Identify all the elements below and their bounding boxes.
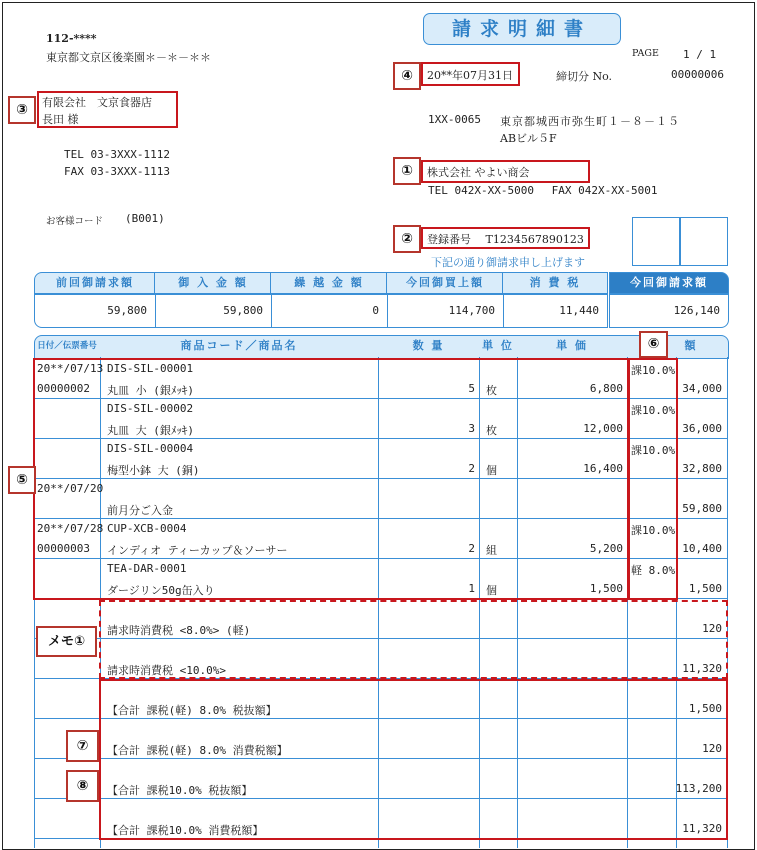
row-date: 20**/07/13 [37, 362, 104, 375]
row-item-name: 丸皿 大 (銀ﾒｯｷ) [107, 424, 194, 437]
summary-header-total: 今回御請求額 [609, 272, 729, 294]
stamp-box-2 [679, 217, 728, 266]
row-amount: 59,800 [682, 502, 722, 515]
recipient-tel: TEL 03-3XXX-1112 [64, 148, 170, 161]
marker-8: ⑧ [66, 770, 99, 802]
summary-value-tax: 11,440 [503, 294, 608, 328]
page-value: 1 / 1 [683, 48, 717, 61]
marker-7: ⑦ [66, 730, 99, 762]
row-unit-price: 12,000 [583, 422, 623, 435]
row-item-name: ダージリン50g缶入り [107, 584, 215, 597]
stamp-box-1 [632, 217, 681, 266]
summary-value-total: 126,140 [609, 294, 729, 328]
memo-label: 請求時消費税 <8.0%> (軽) [107, 624, 251, 637]
marker-4: ④ [393, 62, 421, 90]
invoice-date: 20**年07月31日 [427, 69, 513, 82]
detail-rows-highlight [33, 358, 630, 600]
row-unit-price: 6,800 [589, 382, 623, 395]
row-amount: 32,800 [682, 462, 722, 475]
row-quantity: 2 [468, 542, 475, 555]
row-quantity: 3 [468, 422, 475, 435]
summary-header-purchase: 今回御買上額 [386, 272, 504, 294]
document-title: 請求明細書 [423, 13, 621, 45]
summary-value-payment: 59,800 [155, 294, 272, 328]
summary-value-previous: 59,800 [34, 294, 156, 328]
memo-amount: 120 [702, 622, 722, 635]
row-unit: 組 [486, 544, 497, 557]
issuer-postal: 1XX-0065 [428, 113, 481, 126]
row-quantity: 2 [468, 462, 475, 475]
totals-highlight [99, 679, 728, 840]
marker-3: ③ [8, 96, 36, 124]
marker-2: ② [393, 225, 421, 253]
recipient-highlight [37, 91, 178, 128]
row-unit-price: 1,500 [589, 582, 623, 595]
row-amount: 34,000 [682, 382, 722, 395]
tax-column-highlight [627, 358, 678, 600]
row-slip-number: 00000002 [37, 382, 90, 395]
memo-highlight [99, 600, 728, 679]
total-amount: 113,200 [675, 782, 722, 795]
header-amount: 額 [684, 339, 698, 352]
closing-label: 締切分 No. [556, 70, 613, 83]
issuer-address-1: 東京都城西市弥生町１－８－１５ [500, 115, 680, 128]
row-unit: 個 [486, 584, 497, 597]
summary-header-tax: 消 費 税 [502, 272, 608, 294]
total-label: 【合計 課税(軽) 8.0% 消費税額】 [107, 744, 288, 757]
marker-6: ⑥ [639, 331, 668, 358]
row-item-name: インディオ ティーカップ＆ソーサー [107, 544, 288, 557]
recipient-fax: FAX 03-3XXX-1113 [64, 165, 170, 178]
row-tax-class: 課10.0% [631, 444, 676, 457]
row-item-code: TEA-DAR-0001 [107, 562, 187, 575]
total-label: 【合計 課税10.0% 消費税額】 [107, 824, 264, 837]
issuer-address-2: ABビル５F [500, 132, 557, 145]
marker-1: ① [393, 157, 421, 185]
total-label: 【合計 課税(軽) 8.0% 税抜額】 [107, 704, 277, 717]
row-unit: 枚 [486, 424, 497, 437]
marker-memo: メモ① [36, 626, 97, 657]
summary-value-carryover: 0 [271, 294, 388, 328]
recipient-postal: 112-**** [46, 32, 97, 45]
issuer-company: 株式会社 やよい商会 [427, 166, 530, 179]
issuer-tel-fax: TEL 042X-XX-5000 FAX 042X-XX-5001 [428, 184, 658, 197]
row-amount: 1,500 [688, 582, 722, 595]
row-unit: 個 [486, 464, 497, 477]
memo-amount: 11,320 [682, 662, 722, 675]
row-tax-class: 課10.0% [631, 524, 676, 537]
summary-value-purchase: 114,700 [387, 294, 504, 328]
row-unit-price: 5,200 [589, 542, 623, 555]
total-label: 【合計 課税10.0% 税抜額】 [107, 784, 253, 797]
row-slip-number: 00000003 [37, 542, 90, 555]
row-item-code: DIS-SIL-00004 [107, 442, 194, 455]
invoice-notice: 下記の通り御請求申し上げます [431, 257, 585, 269]
row-item-code: DIS-SIL-00001 [107, 362, 194, 375]
row-amount: 10,400 [682, 542, 722, 555]
row-quantity: 5 [468, 382, 475, 395]
registration-number: 登録番号 T1234567890123 [427, 233, 584, 246]
row-item-name: 梅型小鉢 大 (銅) [107, 464, 200, 477]
header-date-slip: 日付／伝票番号 [37, 341, 97, 351]
page-label: PAGE [632, 48, 659, 59]
row-tax-class: 課10.0% [631, 364, 676, 377]
total-amount: 1,500 [688, 702, 722, 715]
row-tax-class: 軽 8.0% [631, 564, 676, 577]
memo-label: 請求時消費税 <10.0%> [107, 664, 226, 677]
header-item: 商品コード／商品名 [180, 339, 298, 352]
summary-header-payment: 御 入 金 額 [154, 272, 272, 294]
row-item-name: 前月分ご入金 [107, 504, 173, 517]
recipient-address: 東京都文京区後楽園＊－＊－＊＊ [46, 51, 211, 64]
row-unit: 枚 [486, 384, 497, 397]
header-qty: 数 量 [412, 339, 445, 352]
row-item-name: 丸皿 小 (銀ﾒｯｷ) [107, 384, 194, 397]
total-amount: 11,320 [682, 822, 722, 835]
row-item-code: DIS-SIL-00002 [107, 402, 194, 415]
header-price: 単 価 [556, 339, 588, 352]
row-date: 20**/07/20 [37, 482, 104, 495]
row-quantity: 1 [468, 582, 475, 595]
total-amount: 120 [702, 742, 722, 755]
recipient-person: 長田 様 [42, 113, 79, 126]
marker-5: ⑤ [8, 466, 36, 494]
summary-header-carryover: 繰 越 金 額 [270, 272, 388, 294]
row-item-code: CUP-XCB-0004 [107, 522, 187, 535]
recipient-company: 有限会社 文京食器店 [42, 96, 152, 109]
header-unit: 単 位 [482, 339, 514, 352]
row-date: 20**/07/28 [37, 522, 104, 535]
customer-code: (B001) [125, 212, 165, 225]
closing-number: 00000006 [671, 68, 724, 81]
row-tax-class: 課10.0% [631, 404, 676, 417]
customer-code-label: お客様コード [46, 216, 104, 227]
summary-header-previous: 前回御請求額 [34, 272, 156, 294]
row-unit-price: 16,400 [583, 462, 623, 475]
row-amount: 36,000 [682, 422, 722, 435]
